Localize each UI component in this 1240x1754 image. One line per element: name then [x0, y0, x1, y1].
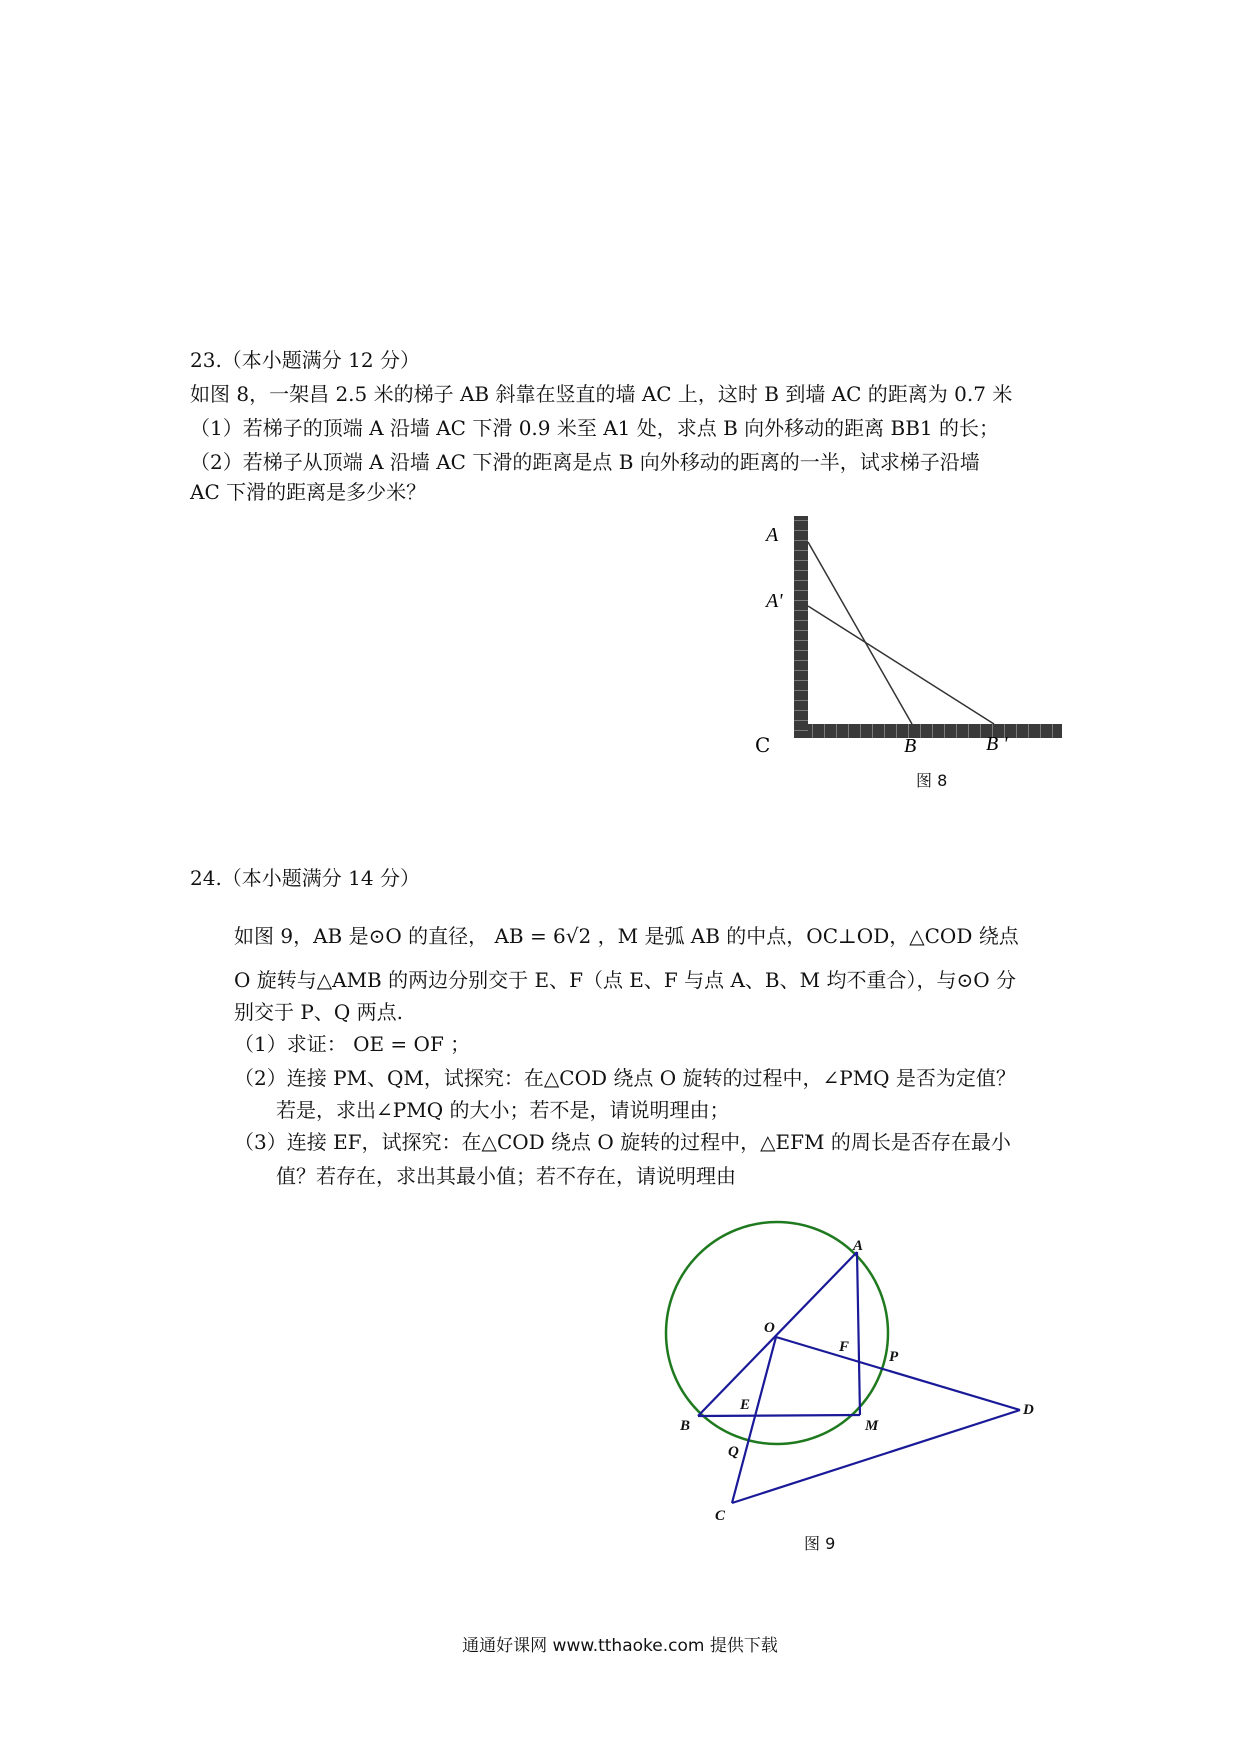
- label-o: O: [764, 1320, 775, 1336]
- label-p: P: [889, 1349, 899, 1365]
- q23-stem: 如图 8，一架昌 2.5 米的梯子 AB 斜靠在竖直的墙 AC 上，这时 B 到墙 AC 的距离为 0.7 米: [190, 382, 1013, 406]
- q24-part2-line2: 若是，求出∠PMQ 的大小；若不是，请说明理由；: [276, 1098, 730, 1122]
- q24-part3-line2: 值？若存在，求出其最小值；若不存在，请说明理由: [276, 1164, 736, 1188]
- label-f: F: [839, 1339, 850, 1355]
- segment-am: [857, 1252, 860, 1415]
- q23-header: 23.（本小题满分 12 分）: [190, 348, 420, 372]
- label-a: A: [853, 1238, 864, 1254]
- label-c: C: [715, 1508, 726, 1524]
- label-a: A: [766, 524, 779, 546]
- q24-part1: （1）求证： OE = OF ；: [234, 1032, 471, 1056]
- label-m: M: [865, 1418, 879, 1434]
- label-d: D: [1023, 1402, 1034, 1418]
- label-c: C: [755, 733, 771, 757]
- label-q: Q: [728, 1444, 739, 1460]
- ladder-ab: [808, 542, 912, 724]
- figure-8-caption: 图 8: [916, 771, 948, 790]
- label-b: B: [680, 1418, 691, 1434]
- q23-part2-line2: AC 下滑的距离是多少米？: [190, 480, 427, 504]
- page-footer: 通通好课网 www.tthaoke.com 提供下载: [462, 1636, 778, 1656]
- label-b: B: [904, 735, 917, 757]
- segment-ab: [698, 1252, 857, 1416]
- figure-9-circle-diagram: [660, 1220, 1060, 1540]
- segment-bm: [698, 1415, 860, 1416]
- wall-ac: [794, 516, 808, 738]
- ladder-a-prime-b-prime: [808, 606, 994, 724]
- segment-oc: [732, 1337, 776, 1503]
- label-b-prime: B ': [986, 733, 1008, 755]
- q24-header: 24.（本小题满分 14 分）: [190, 866, 420, 890]
- q24-stem-line2: O 旋转与△AMB 的两边分别交于 E、F（点 E、F 与点 A、B、M 均不重合），与⊙O 分: [234, 968, 1016, 992]
- q23-part1: （1）若梯子的顶端 A 沿墙 AC 下滑 0.9 米至 A1 处，求点 B 向外移动的距离 BB1 的长；: [190, 416, 999, 440]
- q24-stem-line1: 如图 9，AB 是⊙O 的直径， AB = 6√2 ，M 是弧 AB 的中点，OC⊥OD，△COD 绕点: [234, 924, 1019, 948]
- ground: [808, 724, 1062, 738]
- segment-od: [776, 1337, 1020, 1410]
- label-a-prime: A': [766, 590, 783, 612]
- figure-8-ladder-diagram: [740, 500, 1070, 800]
- q24-stem-line3: 别交于 P、Q 两点.: [234, 1000, 403, 1024]
- q23-part2-line1: （2）若梯子从顶端 A 沿墙 AC 下滑的距离是点 B 向外移动的距离的一半，试求梯子沿墙: [190, 450, 980, 474]
- label-e: E: [740, 1397, 751, 1413]
- q24-part3-line1: （3）连接 EF，试探究：在△COD 绕点 O 旋转的过程中，△EFM 的周长是否存在最小: [234, 1130, 1011, 1154]
- figure-9-caption: 图 9: [804, 1534, 836, 1553]
- q24-part2-line1: （2）连接 PM、QM，试探究：在△COD 绕点 O 旋转的过程中，∠PMQ 是否为定值？: [234, 1066, 1016, 1090]
